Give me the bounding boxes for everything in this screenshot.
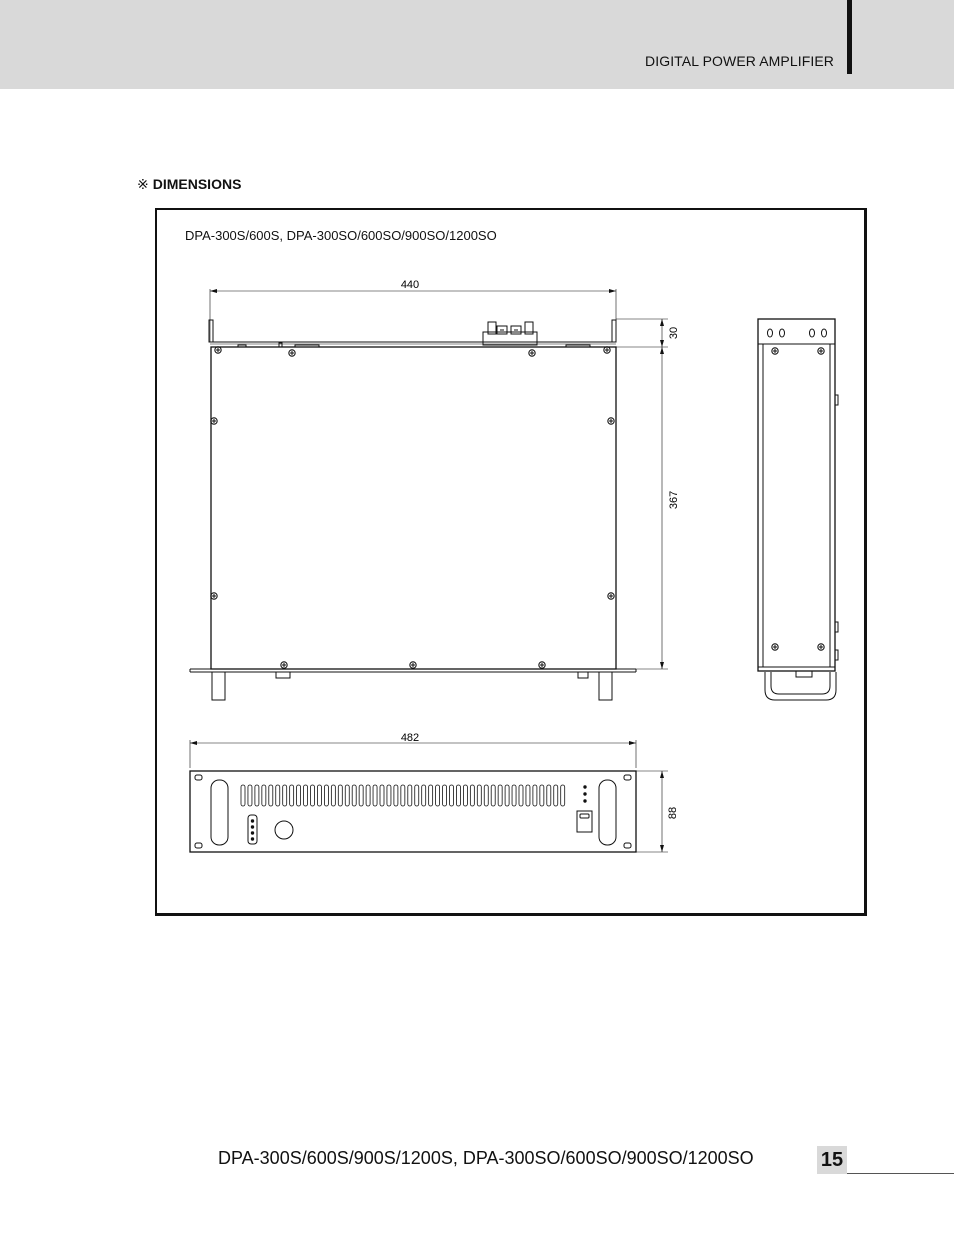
vent-slot <box>241 785 245 806</box>
footer-rule <box>847 1173 954 1174</box>
vent-slot <box>262 785 266 806</box>
vent-slot <box>429 785 433 806</box>
section-title: DIMENSIONS <box>152 176 242 192</box>
vent-slot <box>505 785 509 806</box>
vent-slot <box>415 785 419 806</box>
vent-slot <box>491 785 495 806</box>
reference-mark: ※ <box>137 176 149 192</box>
vent-slot <box>554 785 558 806</box>
page-number: 15 <box>817 1146 847 1174</box>
vent-slot <box>526 785 530 806</box>
vent-slot <box>345 785 349 806</box>
vent-slot <box>338 785 342 806</box>
vent-slot <box>422 785 426 806</box>
vent-slot <box>401 785 405 806</box>
vent-slot <box>484 785 488 806</box>
side-view <box>758 319 838 700</box>
vent-slot <box>359 785 363 806</box>
vent-slot <box>443 785 447 806</box>
vent-slot <box>373 785 377 806</box>
vent-slot <box>290 785 294 806</box>
vent-slot <box>436 785 440 806</box>
vent-slot <box>248 785 252 806</box>
vent-slot <box>512 785 516 806</box>
header-title: DIGITAL POWER AMPLIFIER <box>645 53 834 69</box>
dimension-label-top-width: 440 <box>400 279 420 291</box>
vent-slot <box>498 785 502 806</box>
vent-slot <box>331 785 335 806</box>
vent-slot <box>297 785 301 806</box>
top-view-height-dims <box>616 319 668 669</box>
vent-slot <box>311 785 315 806</box>
vent-slot <box>366 785 370 806</box>
front-view-height-dim <box>636 771 668 852</box>
vent-slot <box>352 785 356 806</box>
top-view <box>190 289 636 700</box>
vent-slot <box>547 785 551 806</box>
vent-slot <box>317 785 321 806</box>
vent-slot <box>540 785 544 806</box>
vent-slot <box>561 785 565 806</box>
dimension-label-depth: 367 <box>668 490 680 510</box>
vent-slot <box>269 785 273 806</box>
vent-slot <box>408 785 412 806</box>
vent-slot <box>380 785 384 806</box>
dimension-label-top-height: 30 <box>668 326 680 340</box>
vent-slot <box>283 785 287 806</box>
vent-slot <box>304 785 308 806</box>
footer-models: DPA-300S/600S/900S/1200S, DPA-300SO/600SO/900SO/1200SO <box>218 1148 754 1168</box>
vent-slot <box>456 785 460 806</box>
front-view <box>190 740 636 852</box>
vent-slot <box>394 785 398 806</box>
vent-slot <box>470 785 474 806</box>
vent-slot <box>387 785 391 806</box>
dimension-label-front-height: 88 <box>667 806 679 820</box>
vent-slot <box>477 785 481 806</box>
front-vent-slots <box>241 785 565 806</box>
vent-slot <box>519 785 523 806</box>
vent-slot <box>463 785 467 806</box>
vent-slot <box>255 785 259 806</box>
vent-slot <box>276 785 280 806</box>
vent-slot <box>324 785 328 806</box>
figure-models-note: DPA-300S/600S, DPA-300SO/600SO/900SO/1200SO <box>185 228 497 243</box>
vent-slot <box>450 785 454 806</box>
vent-slot <box>533 785 537 806</box>
dimension-label-front-width: 482 <box>400 732 420 744</box>
